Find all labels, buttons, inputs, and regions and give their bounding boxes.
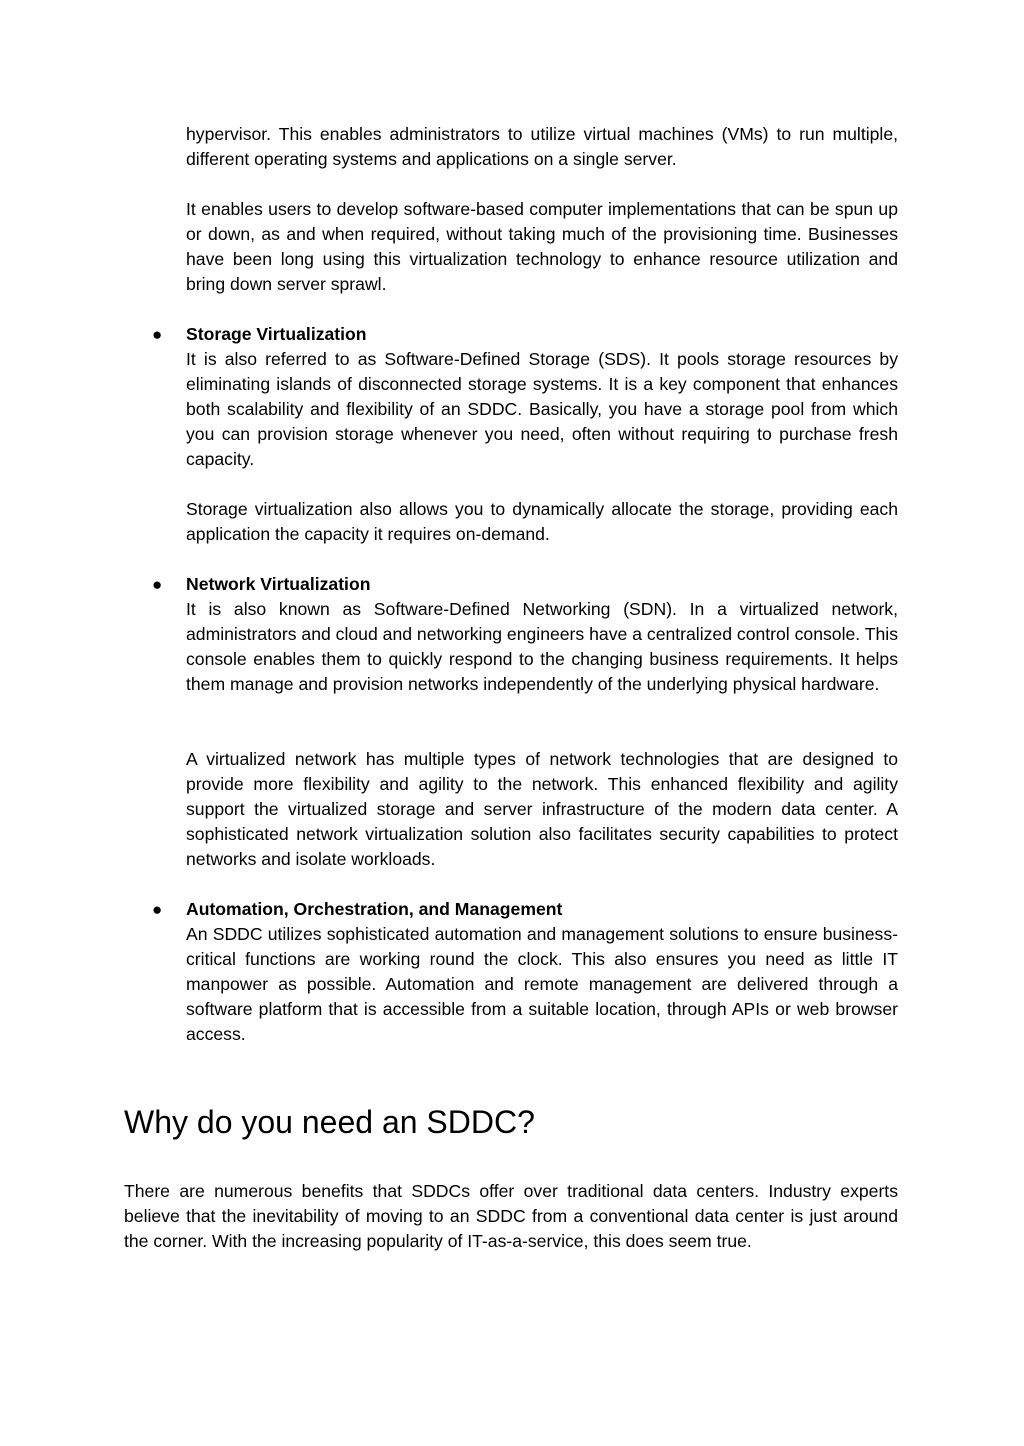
item-network-paragraph-1: It is also known as Software-Defined Networking (SDN). In a virtualized network, administrators and cloud and networking engineers have a centralized control console. This console enables them to quickly respond to the changing business requirements. It helps them manage and provision networks independently of the underlying physical hardware.: [186, 599, 898, 694]
item-automation-paragraph-1: An SDDC utilizes sophisticated automation and management solutions to ensure business-critical functions are working round the clock. This also ensures you need as little IT manpower as possible. Automation and remote management are delivered through a software platform that is accessible from a suitable location, through APIs or web browser access.: [186, 924, 898, 1044]
item-title-storage: Storage Virtualization: [186, 324, 367, 344]
intro-paragraph-2: It enables users to develop software-based computer implementations that can be spun up or down, as and when required, without taking much of the provisioning time. Businesses have been long using this virtualization technology to enhance resource utilization and bring down server sprawl.: [186, 199, 898, 294]
bullet-icon: ●: [152, 575, 163, 594]
bullet-icon: ●: [152, 900, 163, 919]
item-title-automation: Automation, Orchestration, and Management: [186, 899, 563, 919]
item-title-network: Network Virtualization: [186, 574, 371, 594]
section-heading: Why do you need an SDDC?: [124, 1104, 535, 1140]
item-storage-paragraph-1: It is also referred to as Software-Defined Storage (SDS). It pools storage resources by eliminating islands of disconnected storage systems. It is a key component that enhances both scalability and flexibility of an SDDC. Basically, you have a storage pool from which you can provision storage whenever you need, often without requiring to purchase fresh capacity.: [186, 349, 898, 469]
item-storage-paragraph-2: Storage virtualization also allows you to dynamically allocate the storage, providing each application the capacity it requires on-demand.: [186, 499, 898, 544]
intro-paragraph-1: hypervisor. This enables administrators to utilize virtual machines (VMs) to run multiple, different operating systems and applications on a single server.: [186, 124, 898, 169]
bullet-icon: ●: [152, 325, 163, 344]
item-network-paragraph-2: A virtualized network has multiple types of network technologies that are designed to provide more flexibility and agility to the network. This enhanced flexibility and agility support the virtualized storage and server infrastructure of the modern data center. A sophisticated network virtualization solution also facilitates security capabilities to protect networks and isolate workloads.: [186, 749, 898, 869]
section-paragraph-1: There are numerous benefits that SDDCs offer over traditional data centers. Industry experts believe that the inevitability of moving to an SDDC from a conventional data center is just around the corner. With the increasing popularity of IT-as-a-service, this does seem true.: [124, 1181, 898, 1251]
